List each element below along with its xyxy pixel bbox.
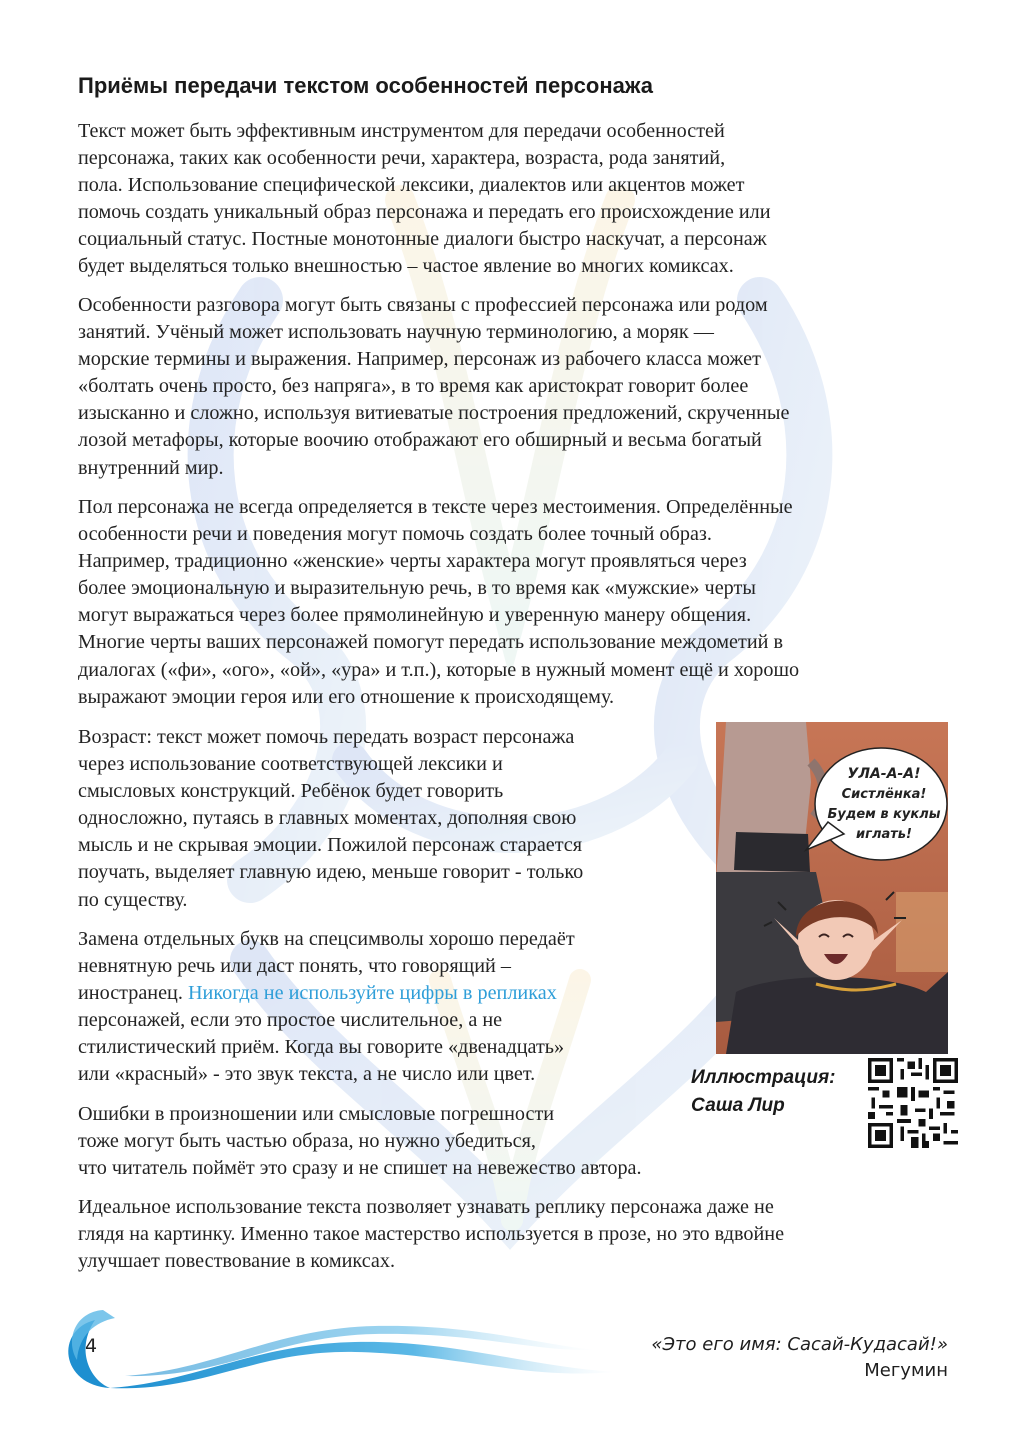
text-line: особенности речи и поведения могут помочь создать более точный образ.: [78, 523, 712, 546]
qr-code-icon: [868, 1058, 958, 1148]
paragraph-errors: [78, 1101, 642, 1182]
text-line: будет выделяться только внешностью – частое явление во многих комиксах.: [78, 255, 734, 278]
paragraph-profession: [78, 292, 789, 482]
text-line: социальный статус. Постные монотонные диалоги быстро наскучат, а персонаж: [78, 228, 767, 251]
paragraph-special-symbols: [78, 926, 575, 1089]
text-line: мысль и не скрывая эмоции. Пожилой персонаж старается: [78, 834, 583, 857]
text-line: улучшает повествование в комиксах.: [78, 1250, 396, 1273]
text-line: Пол персонажа не всегда определяется в тексте через местоимения. Определённые: [78, 496, 793, 518]
text-line: лозой метафоры, которые воочию отображают его обширный и весьма богатый: [78, 429, 762, 452]
text-line: персонажа, таких как особенности речи, характера, возраста, рода занятий,: [78, 147, 726, 170]
speech-text: иглать!: [856, 827, 912, 842]
text-line: Ошибки в произношении или смысловые погрешности: [78, 1103, 555, 1125]
illustration-credit: [691, 1064, 836, 1120]
text-line: «болтать очень просто, без напряга», в то время как аристократ говорит более: [78, 375, 749, 398]
footer-wave-decoration: [55, 1300, 615, 1395]
text-line: односложно, путаясь в главных моментах, дополняя свою: [78, 807, 577, 830]
text-line: поучать, выделяет главную идею, меньше говорит - только: [78, 861, 584, 884]
text-line: по существу.: [78, 888, 188, 911]
text-line: морские термины и выражения. Например, персонаж из рабочего класса может: [78, 348, 761, 371]
text-line: пола. Использование специфической лексики, диалектов или акцентов может: [78, 174, 745, 197]
text-line: могут выражаться через более прямолинейную и уверенную манеру общения.: [78, 604, 752, 627]
text-line: Возраст: текст может помочь передать возраст персонажа: [78, 726, 575, 748]
text-line: персонажей, если это простое числительное, а не: [78, 1009, 503, 1032]
text-line: Например, традиционно «женские» черты характера могут проявляться через: [78, 550, 747, 573]
comic-illustration: [716, 722, 948, 1054]
text-line: диалогах («фи», «ого», «ой», «ура» и т.п.), которые в нужный момент ещё и хорошо: [78, 658, 800, 681]
paragraph-intro: [78, 118, 771, 281]
footer-quote: [651, 1332, 948, 1384]
text-line: изысканно и сложно, используя витиеватые построения предложений, скрученные: [78, 402, 790, 425]
text-line: более эмоциональную и выразительную речь, в то время как «мужские» черты: [78, 577, 756, 600]
paragraph-ideal: [78, 1194, 784, 1275]
text-line: невнятную речь или даст понять, что говорящий –: [78, 955, 511, 978]
text-line: или «красный» - это звук текста, а не число или цвет.: [78, 1063, 536, 1086]
paragraph-gender: [78, 494, 799, 711]
text-line: через использование соответствующей лексики и: [78, 753, 503, 776]
text-line: помочь создать уникальный образ персонажа и передать его происхождение или: [78, 201, 771, 224]
text-line: Особенности разговора могут быть связаны с профессией персонажа или родом: [78, 294, 768, 316]
text-line: занятий. Учёный может использовать научную терминологию, а моряк —: [78, 321, 714, 344]
quote-author: Мегумин: [864, 1360, 948, 1381]
text-line: глядя на картинку. Именно такое мастерство используется в прозе, но это вдвойне: [78, 1223, 785, 1246]
text-line: тоже могут быть частью образа, но нужно убедиться,: [78, 1130, 536, 1153]
credit-label: Иллюстрация:: [691, 1067, 836, 1088]
quote-text: «Это его имя: Сасай-Кудасай!»: [651, 1334, 948, 1355]
text-line: Многие черты ваших персонажей помогут передать использование междометий в: [78, 631, 784, 654]
text-line: Замена отдельных букв на спецсимволы хорошо передаёт: [78, 928, 575, 950]
text-line: что читатель поймёт это сразу и не спишет на невежество автора.: [78, 1157, 642, 1180]
text-line: смысловых конструкций. Ребёнок будет говорить: [78, 780, 504, 803]
speech-text: Систлёнка!: [841, 787, 927, 802]
text-line: стилистический приём. Когда вы говорите «двенадцать»: [78, 1036, 565, 1059]
speech-text: УЛА-А-А!: [847, 766, 921, 782]
paragraph-age: [78, 724, 583, 914]
section-title: Приёмы передачи текстом особенностей персонажа: [78, 73, 653, 98]
text-line: выражают эмоции героя или его отношение к происходящему.: [78, 685, 615, 708]
speech-text: Будем в куклы: [827, 807, 941, 822]
text-fragment: иностранец.: [78, 982, 188, 1005]
text-line: внутренний мир.: [78, 456, 224, 479]
highlighted-link[interactable]: Никогда не используйте цифры в репликах: [187, 982, 557, 1005]
text-line: Идеальное использование текста позволяет узнавать реплику персонажа даже не: [78, 1196, 774, 1218]
credit-author: Саша Лир: [691, 1095, 785, 1116]
page-number: 4: [85, 1335, 98, 1357]
text-line: Текст может быть эффективным инструментом для передачи особенностей: [78, 120, 725, 142]
text-line-with-link: [78, 980, 575, 1007]
